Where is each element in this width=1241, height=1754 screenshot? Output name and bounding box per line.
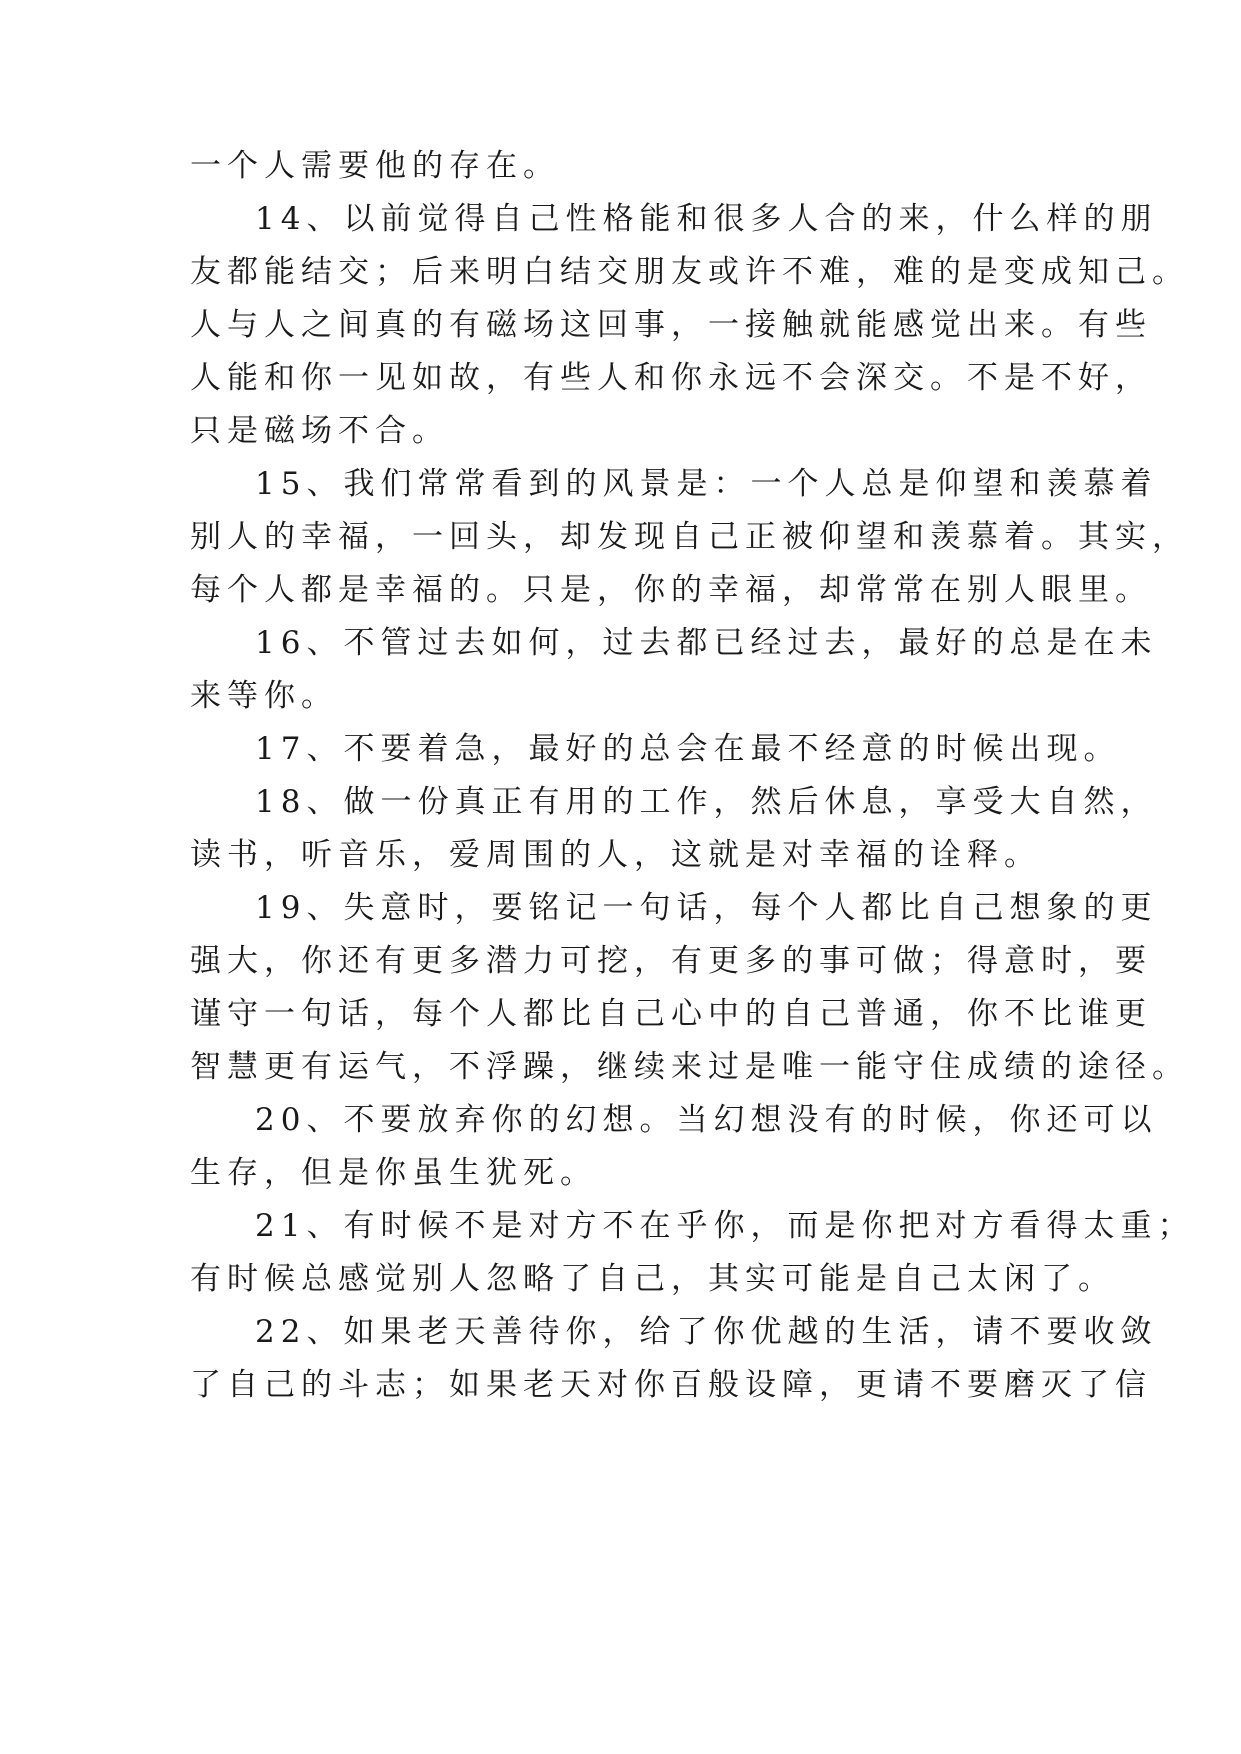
paragraph-16-line-1: 16、不管过去如何，过去都已经过去，最好的总是在未	[255, 625, 1158, 661]
text-line: 一个人需要他的存在。	[190, 148, 560, 184]
paragraph-15-line-1: 15、我们常常看到的风景是：一个人总是仰望和羡慕着	[255, 466, 1158, 502]
text-line: 人能和你一见如故，有些人和你永远不会深交。不是不好，	[190, 360, 1152, 396]
text-line: 了自己的斗志；如果老天对你百般设障，更请不要磨灭了信	[190, 1367, 1152, 1403]
text-line: 来等你。	[190, 678, 338, 714]
text-line: 生存，但是你虽生犹死。	[190, 1155, 597, 1191]
text-line: 智慧更有运气，不浮躁，继续来过是唯一能守住成绩的途径。	[190, 1049, 1189, 1085]
paragraph-17-line-1: 17、不要着急，最好的总会在最不经意的时候出现。	[255, 731, 1121, 767]
paragraph-20-line-1: 20、不要放弃你的幻想。当幻想没有的时候，你还可以	[255, 1102, 1158, 1138]
paragraph-19-line-1: 19、失意时，要铭记一句话，每个人都比自己想象的更	[255, 890, 1158, 926]
text-line: 人与人之间真的有磁场这回事，一接触就能感觉出来。有些	[190, 307, 1152, 343]
paragraph-22-line-1: 22、如果老天善待你，给了你优越的生活，请不要收敛	[255, 1314, 1158, 1350]
paragraph-14-line-1: 14、以前觉得自己性格能和很多人合的来，什么样的朋	[255, 201, 1158, 237]
paragraph-18-line-1: 18、做一份真正有用的工作，然后休息，享受大自然，	[255, 784, 1158, 820]
text-line: 每个人都是幸福的。只是，你的幸福，却常常在别人眼里。	[190, 572, 1152, 608]
text-line: 别人的幸福，一回头，却发现自己正被仰望和羡慕着。其实，	[190, 519, 1189, 555]
text-line: 谨守一句话，每个人都比自己心中的自己普通，你不比谁更	[190, 996, 1152, 1032]
text-line: 强大，你还有更多潜力可挖，有更多的事可做；得意时，要	[190, 943, 1152, 979]
text-line: 只是磁场不合。	[190, 413, 449, 449]
text-line: 有时候总感觉别人忽略了自己，其实可能是自己太闲了。	[190, 1261, 1115, 1297]
text-line: 读书，听音乐，爱周围的人，这就是对幸福的诠释。	[190, 837, 1041, 873]
paragraph-21-line-1: 21、有时候不是对方不在乎你，而是你把对方看得太重；	[255, 1208, 1195, 1244]
text-line: 友都能结交；后来明白结交朋友或许不难，难的是变成知己。	[190, 254, 1189, 290]
